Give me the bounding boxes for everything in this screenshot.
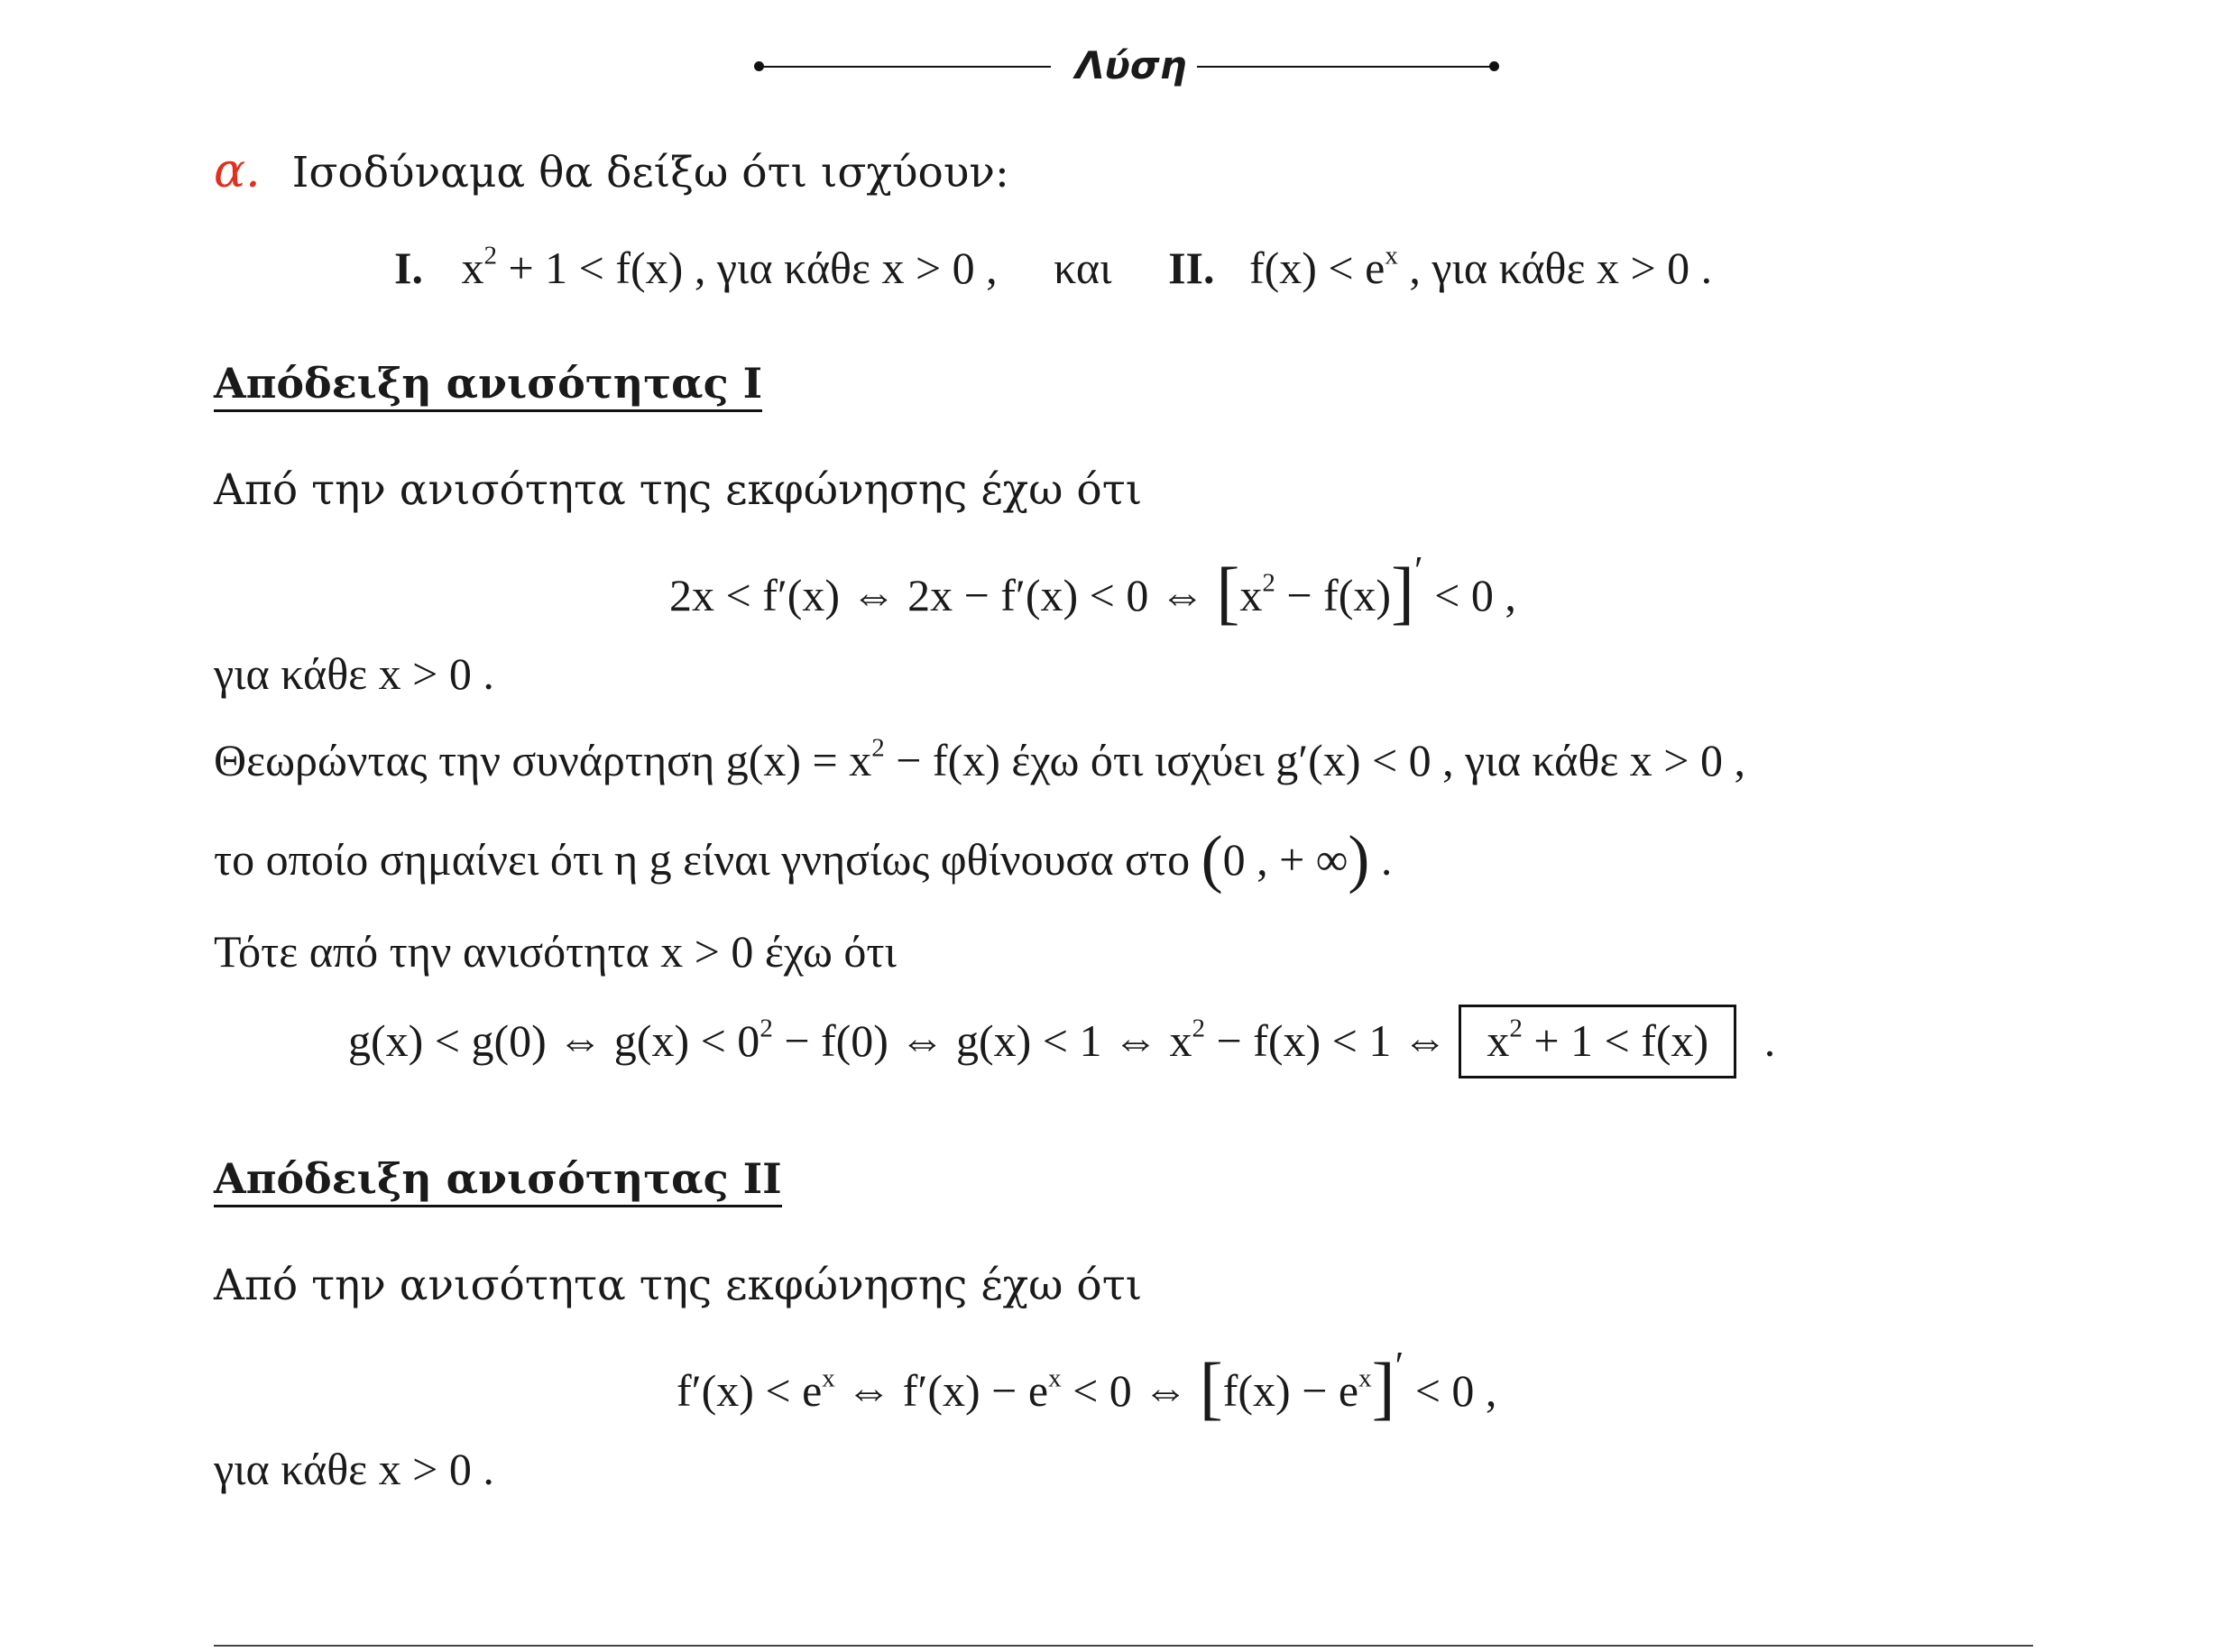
p2-eq-bracket-close: ] [1371,1348,1395,1427]
bottom-rule [214,1645,2033,1647]
claims-line [394,241,1713,293]
boxed-part-a: x [1487,1015,1510,1066]
eq2-part-c: − f(x) < 1 ⇔ [1204,1015,1448,1066]
p2-eq-end: < 0 , [1404,1365,1497,1416]
eq1-bracket-close: ] [1391,553,1414,631]
eq1-inner-exponent: 2 [1262,568,1275,598]
part-a-intro: Ισοδύναμα θα δείξω ότι ισχύουν: [291,148,1009,197]
proof-I-line4 [214,821,1393,895]
boxed-result [1459,1005,1736,1078]
claim-I-label: I. [394,243,423,293]
p2-eq-exponent1: x [822,1363,835,1393]
eq1-end: < 0 , [1422,570,1516,620]
proof-II-line1: Από την ανισότητα της εκφώνησης έχω ότι [214,1261,1143,1310]
proof-I-line3 [214,733,1746,785]
claim-II-label: II. [1168,243,1215,293]
p2-eq-exponent2: x [1048,1363,1062,1393]
header-right-rule [1197,66,1493,68]
line3-exponent: 2 [871,733,885,763]
claim-II-exponent: x [1385,241,1398,271]
boxed-exponent: 2 [1509,1014,1523,1043]
eq1-prime: ′ [1414,548,1423,592]
p2-eq-prime: ′ [1395,1344,1404,1388]
p2-eq-inner-exponent: x [1358,1363,1372,1393]
boxed-part-b: + 1 < f(x) [1522,1015,1709,1066]
p2-eq-inner-a: f(x) − e [1222,1365,1359,1416]
proof-I-equation1 [669,548,1516,631]
and-word: και [1054,243,1112,293]
proof-II-equation1 [677,1344,1497,1427]
p2-eq-part-c: < 0 ⇔ [1061,1365,1189,1416]
line4-interval: 0 , + ∞ [1222,834,1349,885]
p2-eq-bracket-open: [ [1199,1348,1223,1427]
proof-I-equation2 [348,1005,1775,1078]
header-right-dot [1489,61,1499,71]
claim-I-lhs: x [461,243,484,293]
line4-paren-close: ) [1348,822,1370,895]
eq1-bracket-open: [ [1216,553,1240,631]
line4-end: . [1369,834,1393,885]
claim-I-rest: + 1 < f(x) , για κάθε x > 0 , [496,243,998,293]
proof-II-heading: Απόδειξη ανισότητας II [214,1154,782,1207]
proof-II-line2: για κάθε x > 0 . [214,1444,494,1494]
claim-II-rest: , για κάθε x > 0 . [1397,243,1713,293]
p2-eq-part-b: ⇔ f′(x) − e [834,1365,1049,1416]
eq2-exponent1: 2 [759,1014,773,1043]
eq1-inner-b: − f(x) [1275,570,1392,620]
header-left-rule [759,66,1051,68]
line3-part-b: − f(x) έχω ότι ισχύει g′(x) < 0 , για κάθε x > 0 , [884,735,1746,785]
eq2-exponent2: 2 [1192,1014,1205,1043]
proof-I-line2: για κάθε x > 0 . [214,648,494,699]
eq2-part-a: g(x) < g(0) ⇔ g(x) < 0 [348,1015,760,1066]
eq1-part-a: 2x < f′(x) ⇔ 2x − f′(x) < 0 ⇔ [669,570,1205,620]
proof-I-heading: Απόδειξη ανισότητας I [214,359,762,412]
line4-part-a: το οποίο σημαίνει ότι η g είναι γνησίως φθίνουσα στο [214,834,1191,885]
eq2-part-b: − f(0) ⇔ g(x) < 1 ⇔ x [772,1015,1192,1066]
page-title: Λύση [1075,43,1187,87]
eq2-end: . [1763,1015,1776,1066]
p2-eq-part-a: f′(x) < e [677,1365,823,1416]
part-label: α. [214,144,261,198]
claim-I-exponent: 2 [483,241,497,271]
part-a-line [214,144,1009,198]
line4-paren-open: ( [1201,822,1223,895]
line3-part-a: Θεωρώντας την συνάρτηση g(x) = x [214,735,872,785]
eq1-inner-a: x [1239,570,1263,620]
proof-I-line1: Από την ανισότητα της εκφώνησης έχω ότι [214,465,1143,515]
proof-I-line5: Τότε από την ανισότητα x > 0 έχω ότι [214,926,897,977]
claim-II-lhs: f(x) < e [1248,243,1385,293]
